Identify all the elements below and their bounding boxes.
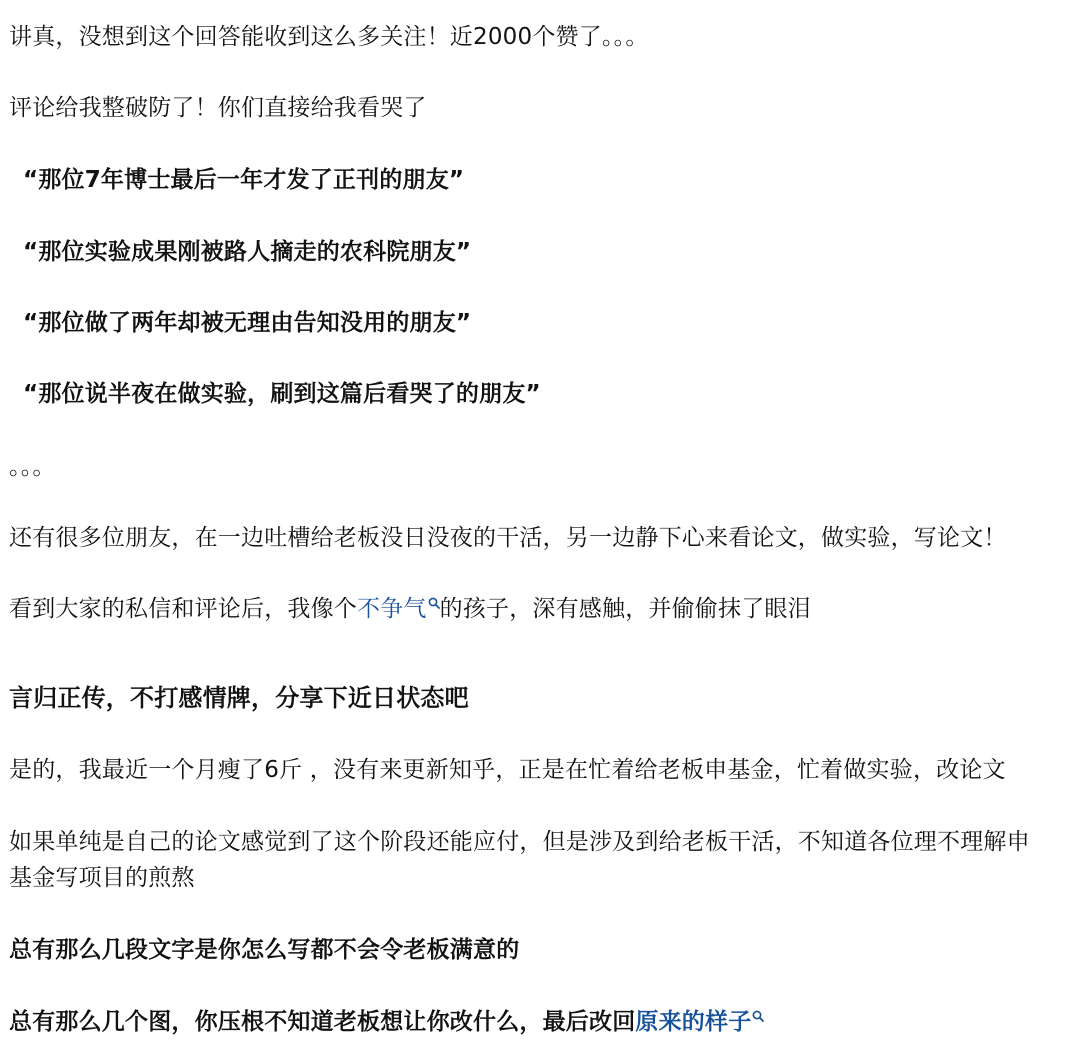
paragraph-figures-text-before: 总有那么几个图，你压根不知道老板想让你改什么，最后改回	[9, 1009, 636, 1035]
paragraph-ellipsis: 。。。	[9, 454, 56, 480]
search-icon[interactable]	[428, 597, 440, 609]
paragraph-lost-weight: 是的，我最近一个月瘦了6斤 ，没有来更新知乎，正是在忙着给老板申基金，忙着做实验，改论文	[9, 757, 1006, 783]
quote-midnight-friend: “那位说半夜在做实验，刷到这篇后看哭了的朋友”	[23, 381, 541, 407]
quote-agri-friend: “那位实验成果刚被路人摘走的农科院朋友”	[23, 239, 472, 265]
paragraph-touched	[9, 591, 811, 627]
paragraph-many-friends: 还有很多位朋友，在一边吐槽给老板没日没夜的干活，另一边静下心来看论文，做实验，写论文！	[9, 525, 1007, 551]
paragraph-touched-text-before: 看到大家的私信和评论后，我像个	[9, 596, 357, 622]
paragraph-figures-revert	[9, 1004, 764, 1040]
search-link-yuan-lai-de-yang-zi[interactable]	[635, 1009, 764, 1035]
search-link-label[interactable]: 原来的样子	[635, 1009, 752, 1035]
paragraph-intro: 讲真，没想到这个回答能收到这么多关注！近2000个赞了。。。	[9, 24, 649, 50]
section-heading: 言归正传，不打感情牌，分享下近日状态吧	[9, 684, 469, 712]
search-link-bu-zheng-qi[interactable]	[357, 596, 440, 622]
paragraph-text-never-satisfies: 总有那么几段文字是你怎么写都不会令老板满意的	[9, 937, 520, 963]
search-icon[interactable]	[752, 1010, 764, 1022]
quote-phd-friend: “那位7年博士最后一年才发了正刊的朋友”	[23, 167, 465, 193]
paragraph-funding-struggle: 如果单纯是自己的论文感觉到了这个阶段还能应付，但是涉及到给老板干活，不知道各位理不理解申基金写项目的煎熬	[9, 829, 1030, 891]
paragraph-comments: 评论给我整破防了！你们直接给我看哭了	[9, 95, 427, 121]
quote-two-years-friend: “那位做了两年却被无理由告知没用的朋友”	[23, 310, 472, 336]
paragraph-touched-text-after: 的孩子，深有感触，并偷偷抹了眼泪	[439, 596, 811, 622]
search-link-label[interactable]: 不争气	[357, 596, 427, 622]
